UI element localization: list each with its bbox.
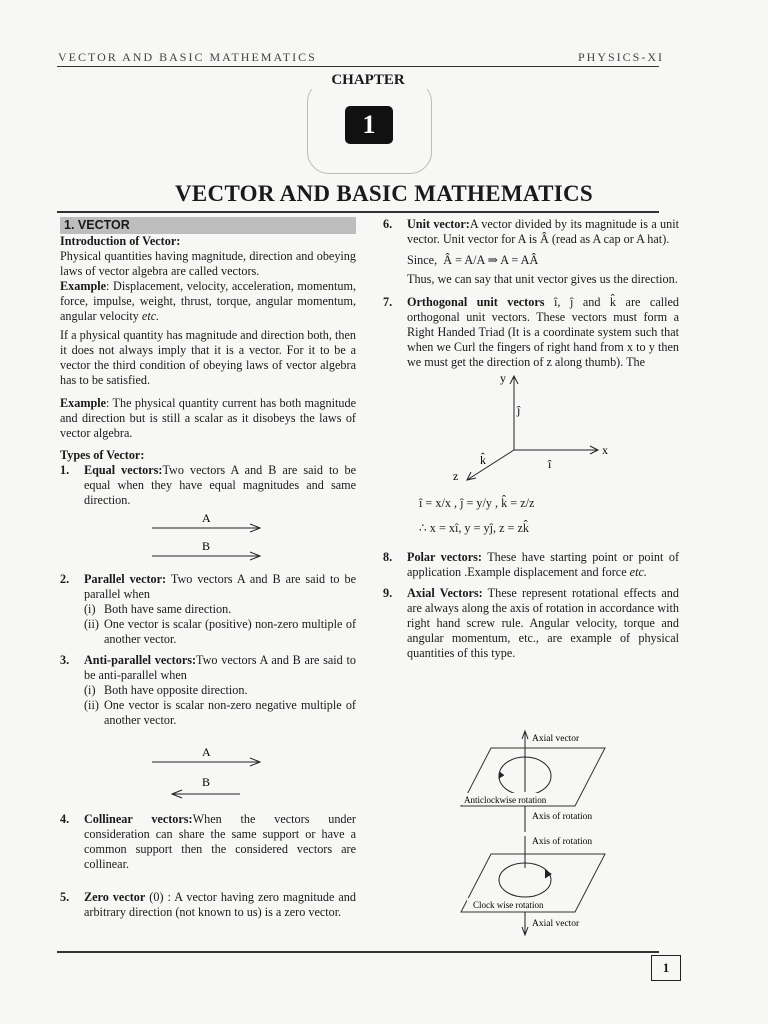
type-5-number: 5. bbox=[60, 890, 70, 904]
component-equations: ∴ x = xî, y = yĵ, z = zk̂ bbox=[419, 521, 529, 535]
running-header-right: PHYSICS-XI bbox=[578, 50, 665, 64]
type-6-conclusion: Thus, we can say that unit vector gives us the direction. bbox=[407, 272, 678, 286]
type-7-text: î, ĵ and k̂ are called orthogonal unit vectors. These vectors must form a Right Handed Triad (It is a coordinate system such that when we Curl the fingers of right hand from x to y then we must get the direction of z along thumb). The bbox=[407, 295, 680, 369]
axis-of-rotation-label-2: Axis of rotation bbox=[532, 837, 593, 847]
type-3-sub-ii-num: (ii) bbox=[84, 698, 99, 712]
type-7-number: 7. bbox=[383, 295, 393, 309]
type-3-sub-ii-text: One vector is scalar non-zero negative multiple of another vector. bbox=[104, 698, 356, 727]
title-rule bbox=[57, 211, 659, 213]
type-8-heading: Polar vectors: bbox=[407, 550, 482, 564]
equal-vectors-figure bbox=[60, 508, 356, 564]
type-6-heading: Unit vector: bbox=[407, 217, 470, 231]
type-3-sub-i-num: (i) bbox=[84, 683, 96, 697]
type-6-text: A vector divided by its magnitude is a unit vector. Unit vector for A is Â (read as A cap or A hat). bbox=[407, 217, 679, 246]
type-4-number: 4. bbox=[60, 812, 70, 826]
type-6-number: 6. bbox=[383, 217, 393, 231]
type-4-heading: Collinear vectors: bbox=[84, 812, 193, 826]
type-8-text: These have starting point or point of application .Example displacement and force bbox=[407, 550, 680, 579]
running-header-left: VECTOR AND BASIC MATHEMATICS bbox=[58, 50, 317, 64]
intro-heading: Introduction of Vector: bbox=[60, 234, 181, 248]
type-3-heading: Anti-parallel vectors: bbox=[84, 653, 197, 667]
type-3-sub-i bbox=[84, 683, 356, 698]
unit-j-label: ĵ bbox=[517, 403, 521, 417]
type-1 bbox=[60, 463, 356, 508]
type-9 bbox=[383, 586, 679, 661]
type-7 bbox=[383, 295, 679, 370]
z-axis-label: z bbox=[453, 469, 459, 482]
section-heading: 1. VECTOR bbox=[60, 217, 356, 234]
type-6 bbox=[383, 217, 679, 287]
type-5-heading: Zero vector bbox=[84, 890, 146, 904]
type-2-sub-ii bbox=[84, 617, 356, 647]
type-2-sub-ii-text: One vector is scalar (positive) non-zero multiple of another vector. bbox=[104, 617, 356, 646]
type-5 bbox=[60, 890, 356, 920]
type-3-number: 3. bbox=[60, 653, 70, 667]
type-2-number: 2. bbox=[60, 572, 70, 586]
type-2-sub-i-num: (i) bbox=[84, 602, 96, 616]
footer-rule bbox=[57, 951, 659, 953]
type-8-etc: etc. bbox=[626, 565, 647, 579]
axial-bottom-label: Axial vector bbox=[532, 919, 580, 929]
example-1 bbox=[60, 279, 356, 324]
types-heading: Types of Vector: bbox=[60, 448, 145, 462]
type-3-sub-ii bbox=[84, 698, 356, 728]
example-2 bbox=[60, 396, 356, 441]
intro-text: Physical quantities having magnitude, direction and obeying laws of vector algebra are called vectors. bbox=[60, 249, 356, 278]
type-5-symbol: (0) : bbox=[145, 890, 175, 904]
anticlockwise-label: Anticlockwise rotation bbox=[464, 795, 547, 805]
type-2-sub-i-text: Both have same direction. bbox=[104, 602, 232, 616]
header-rule bbox=[57, 66, 659, 67]
chapter-label: CHAPTER bbox=[308, 72, 428, 89]
y-axis-label: y bbox=[500, 371, 506, 385]
unit-vector-formula: Â = A/A ⇒ A = AÂ bbox=[443, 253, 539, 267]
axial-vector-figure bbox=[455, 728, 655, 938]
type-2 bbox=[60, 572, 356, 647]
antiparallel-vectors-figure bbox=[60, 742, 356, 802]
type-1-text: Two vectors A and B are said to be equal when they have equal magnitudes and same direction. bbox=[84, 463, 356, 507]
type-2-heading: Parallel vector: bbox=[84, 572, 167, 586]
anti-vec-a-label: A bbox=[202, 745, 211, 759]
unit-i-label: î bbox=[548, 457, 552, 471]
type-4 bbox=[60, 812, 356, 872]
vec-a-label: A bbox=[202, 511, 211, 525]
z-axis-line bbox=[467, 450, 514, 480]
type-9-number: 9. bbox=[383, 586, 393, 600]
example-1-label: Example bbox=[60, 279, 107, 293]
example-1-text: : Displacement, velocity, acceleration, momentum, force, impulse, weight, thrust, torque, angular momentum, angular velocity bbox=[60, 279, 356, 323]
type-2-sub-i bbox=[84, 602, 356, 617]
type-5-text: A vector having zero magnitude and arbitrary direction (not known to us) is a zero vector. bbox=[84, 890, 356, 919]
since-label: Since, bbox=[407, 253, 438, 267]
type-8 bbox=[383, 550, 679, 580]
clockwise-circle bbox=[499, 863, 551, 897]
type-2-text: Two vectors A and B are said to be parallel when bbox=[84, 572, 356, 601]
right-column bbox=[383, 217, 679, 661]
axis-of-rotation-label-1: Axis of rotation bbox=[532, 812, 593, 822]
anti-vec-b-label: B bbox=[202, 775, 211, 789]
type-1-heading: Equal vectors: bbox=[84, 463, 163, 477]
example-2-label: Example bbox=[60, 396, 107, 410]
type-2-sub-ii-num: (ii) bbox=[84, 617, 99, 631]
left-column bbox=[60, 217, 356, 920]
axial-top-label: Axial vector bbox=[532, 734, 580, 744]
type-3-text: Two vectors A and B are said to be anti-parallel when bbox=[84, 653, 356, 682]
type-9-heading: Axial Vectors: bbox=[407, 586, 483, 600]
page-title: VECTOR AND BASIC MATHEMATICS bbox=[175, 181, 593, 206]
vec-b-label: B bbox=[202, 539, 211, 553]
example-1-etc: etc. bbox=[138, 309, 160, 323]
unit-vector-formula-line bbox=[407, 253, 679, 268]
type-3-sub-i-text: Both have opposite direction. bbox=[104, 683, 248, 697]
anticlockwise-arrowhead bbox=[499, 772, 504, 778]
type-7-heading: Orthogonal unit vectors bbox=[407, 295, 545, 309]
type-9-text: These represent rotational effects and are always along the axis of rotation in accordance with right hand screw rule. Angular velocity, torque and angular momentum, etc., are example of physical quantities of this type. bbox=[407, 586, 679, 660]
type-1-number: 1. bbox=[60, 463, 70, 477]
clockwise-label: Clock wise rotation bbox=[473, 900, 544, 910]
type-4-text: When the vectors under consideration can share the same support or have a common support then the considered vectors are collinear. bbox=[84, 812, 356, 871]
page-number: 1 bbox=[651, 955, 681, 981]
coordinate-axes-figure bbox=[383, 370, 679, 482]
type-3 bbox=[60, 653, 356, 728]
example-2-text: : The physical quantity current has both magnitude and direction but is still a scalar as it disobeys the laws of vector algebra. bbox=[60, 396, 356, 440]
unit-k-label: k̂ bbox=[480, 453, 486, 467]
type-8-number: 8. bbox=[383, 550, 393, 564]
x-axis-label: x bbox=[602, 443, 608, 457]
chapter-number: 1 bbox=[345, 106, 393, 144]
unit-vector-equations: î = x/x , ĵ = y/y , k̂ = z/z bbox=[419, 496, 535, 510]
paragraph-2: If a physical quantity has magnitude and direction both, then it does not always imply that it is a vector. For it to be a vector the third condition of obeying laws of vector algebra has to be satisfied. bbox=[60, 328, 356, 387]
